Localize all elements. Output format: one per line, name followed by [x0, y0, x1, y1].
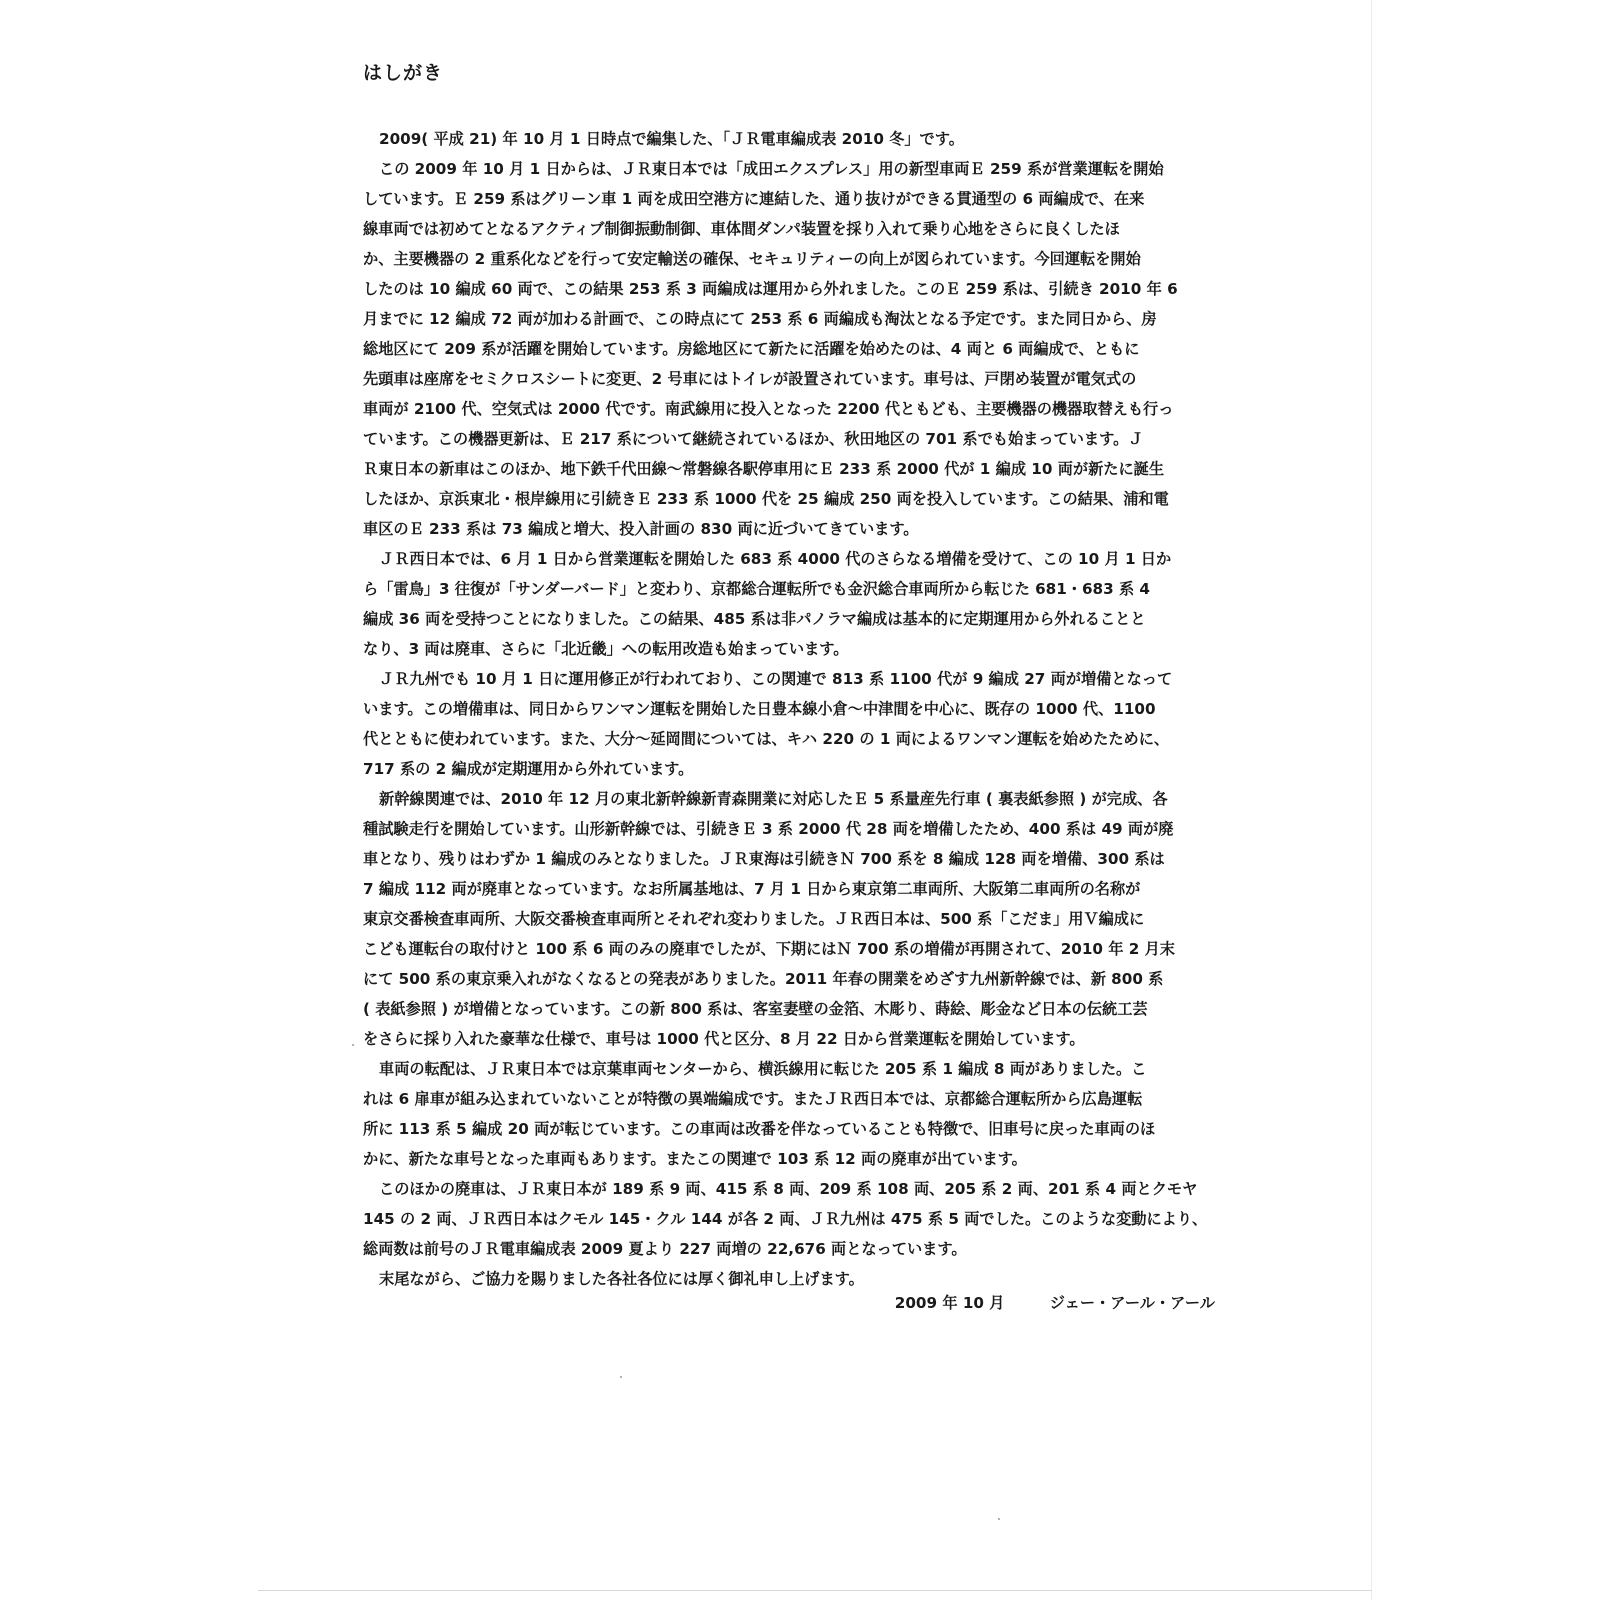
text-line: なり、3 両は廃車、さらに「北近畿」への転用改造も始まっています。: [363, 640, 849, 658]
page-title: はしがき: [363, 62, 444, 84]
preface-body: [363, 124, 1243, 1294]
scan-edge-bottom: [258, 1590, 1372, 1591]
text-line: したのは 10 編成 60 両で、この結果 253 系 3 両編成は運用から外れました。このＥ 259 系は、引続き 2010 年 6: [363, 280, 1178, 298]
text-line: 先頭車は座席をセミクロスシートに変更、2 号車にはトイレが設置されています。車号は、戸閉め装置が電気式の: [363, 370, 1137, 388]
text-line: このほかの廃車は、ＪＲ東日本が 189 系 9 両、415 系 8 両、209 系 108 両、205 系 2 両、201 系 4 両とクモヤ: [379, 1180, 1198, 1198]
scan-speck: [352, 1044, 354, 1046]
signature-author: ジェー・アール・アール: [1049, 1294, 1215, 1312]
text-line: 7 編成 112 両が廃車となっています。なお所属基地は、7 月 1 日から東京第二車両所、大阪第二車両所の名称が: [363, 880, 1141, 898]
text-line: 車両の転配は、ＪＲ東日本では京葉車両センターから、横浜線用に転じた 205 系 1 編成 8 両がありました。こ: [379, 1060, 1147, 1078]
text-line: か、主要機器の 2 重系化などを行って安定輸送の確保、セキュリティーの向上が図られています。今回運転を開始: [363, 250, 1141, 268]
scan-speck: [620, 1376, 622, 1378]
text-line: 線車両では初めてとなるアクティブ制御振動制御、車体間ダンパ装置を採り入れて乗り心地をさらに良くしたほ: [363, 220, 1120, 238]
signature-date: 2009 年 10 月: [894, 1294, 1005, 1312]
text-line: 717 系の 2 編成が定期運用から外れています。: [363, 760, 694, 778]
text-line: この 2009 年 10 月 1 日からは、ＪＲ東日本では「成田エクスプレス」用の新型車両Ｅ 259 系が営業運転を開始: [379, 160, 1164, 178]
text-line: 編成 36 両を受持つことになりました。この結果、485 系は非パノラマ編成は基本的に定期運用から外れることと: [363, 610, 1146, 628]
text-line: ＪＲ西日本では、6 月 1 日から営業運転を開始した 683 系 4000 代のさらなる増備を受けて、この 10 月 1 日か: [379, 550, 1172, 568]
text-line: ( 表紙参照 ) が増備となっています。この新 800 系は、客室妻壁の金箔、木彫り、蒔絵、彫金など日本の伝統工芸: [363, 1000, 1148, 1018]
text-line: ら「雷鳥」3 往復が「サンダーバード」と変わり、京都総合運転所でも金沢総合車両所から転じた 681・683 系 4: [363, 580, 1150, 598]
text-line: 東京交番検査車両所、大阪交番検査車両所とそれぞれ変わりました。ＪＲ西日本は、500 系「こだま」用Ｖ編成に: [363, 910, 1145, 928]
text-line: かに、新たな車号となった車両もあります。またこの関連で 103 系 12 両の廃車が出ています。: [363, 1150, 1027, 1168]
text-line: Ｒ東日本の新車はこのほか、地下鉄千代田線～常磐線各駅停車用にＥ 233 系 2000 代が 1 編成 10 両が新たに誕生: [363, 460, 1165, 478]
text-line: 車となり、残りはわずか 1 編成のみとなりました。ＪＲ東海は引続きＮ 700 系を 8 編成 128 両を増備、300 系は: [363, 850, 1165, 868]
text-line: 所に 113 系 5 編成 20 両が転じています。この車両は改番を伴なっていることも特徴で、旧車号に戻った車両のほ: [363, 1120, 1156, 1138]
text-line: をさらに採り入れた豪華な仕様で、車号は 1000 代と区分、8 月 22 日から営業運転を開始しています。: [363, 1030, 1085, 1048]
text-line: こども運転台の取付けと 100 系 6 両のみの廃車でしたが、下期にはＮ 700 系の増備が再開されて、2010 年 2 月末: [363, 940, 1175, 958]
text-line: しています。Ｅ 259 系はグリーン車 1 両を成田空港方に連結した、通り抜けができる貫通型の 6 両編成で、在来: [363, 190, 1145, 208]
text-line: したほか、京浜東北・根岸線用に引続きＥ 233 系 1000 代を 25 編成 250 両を投入しています。この結果、浦和電: [363, 490, 1169, 508]
text-line: 145 の 2 両、ＪＲ西日本はクモル 145・クル 144 が各 2 両、ＪＲ九州は 475 系 5 両でした。このような変動により、: [363, 1210, 1208, 1228]
text-line: ＪＲ九州でも 10 月 1 日に運用修正が行われており、この関連で 813 系 1100 代が 9 編成 27 両が増備となって: [379, 670, 1173, 688]
text-line: れは 6 扉車が組み込まれていないことが特徴の異端編成です。またＪＲ西日本では、京都総合運転所から広島運転: [363, 1090, 1143, 1108]
text-line: 総地区にて 209 系が活躍を開始しています。房総地区にて新たに活躍を始めたのは、4 両と 6 両編成で、ともに: [363, 340, 1140, 358]
scan-speck: [998, 1518, 1000, 1520]
text-line: 車区のＥ 233 系は 73 編成と増大、投入計画の 830 両に近づいてきています。: [363, 520, 919, 538]
text-line: 総両数は前号のＪＲ電車編成表 2009 夏より 227 両増の 22,676 両となっています。: [363, 1240, 967, 1258]
text-line: 代とともに使われています。また、大分～延岡間については、キハ 220 の 1 両によるワンマン運転を始めたために、: [363, 730, 1170, 748]
text-line: にて 500 系の東京乗入れがなくなるとの発表がありました。2011 年春の開業をめざす九州新幹線では、新 800 系: [363, 970, 1164, 988]
text-line: 2009( 平成 21) 年 10 月 1 日時点で編集した、「ＪＲ電車編成表 2010 冬」です。: [379, 130, 964, 148]
text-line: 月までに 12 編成 72 両が加わる計画で、この時点にて 253 系 6 両編成も淘汰となる予定です。また同日から、房: [363, 310, 1157, 328]
text-line: ています。この機器更新は、Ｅ 217 系について継続されているほか、秋田地区の 701 系でも始まっています。Ｊ: [363, 430, 1144, 448]
text-line: 種試験走行を開始しています。山形新幹線では、引続きＥ 3 系 2000 代 28 両を増備したため、400 系は 49 両が廃: [363, 820, 1174, 838]
text-line: 車両が 2100 代、空気式は 2000 代です。南武線用に投入となった 2200 代ともども、主要機器の機器取替えも行っ: [363, 400, 1174, 418]
text-line: います。この増備車は、同日からワンマン運転を開始した日豊本線小倉～中津間を中心に、既存の 1000 代、1100: [363, 700, 1156, 718]
text-line: 末尾ながら、ご協力を賜りました各社各位には厚く御礼申し上げます。: [379, 1270, 864, 1288]
signature: [895, 1292, 1215, 1313]
text-line: 新幹線関連では、2010 年 12 月の東北新幹線新青森開業に対応したＥ 5 系量産先行車 ( 裏表紙参照 ) が完成、各: [379, 790, 1168, 808]
scan-edge-right: [1371, 0, 1372, 1600]
